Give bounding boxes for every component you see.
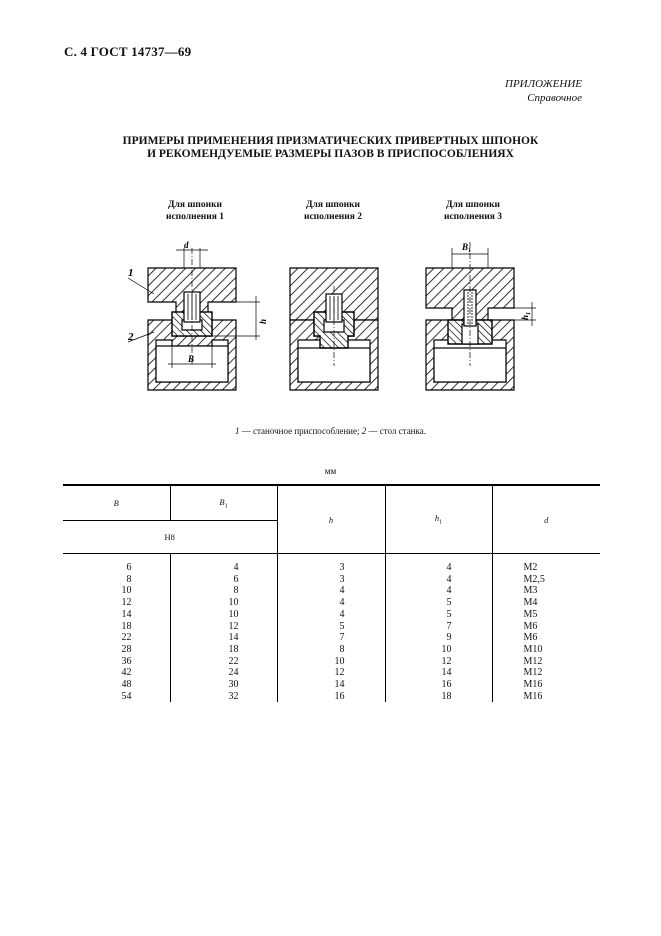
cell-h1: 7 bbox=[446, 620, 452, 632]
cell-B: 6 bbox=[126, 562, 132, 573]
cell-B: 22 bbox=[121, 632, 132, 644]
cell-d: M16 bbox=[523, 690, 543, 702]
figure-caption-3-line1: Для шпонки bbox=[445, 200, 501, 210]
column-B1 bbox=[170, 554, 277, 703]
cell-B1: 6 bbox=[233, 573, 239, 585]
cell-d: M10 bbox=[523, 643, 543, 655]
column-d bbox=[492, 554, 600, 703]
cell-B: 36 bbox=[121, 655, 132, 667]
figure-caption-2-line2: исполнения 2 bbox=[303, 212, 363, 222]
figure-caption-3-line2: исполнения 3 bbox=[443, 212, 503, 222]
cell-B: 48 bbox=[121, 679, 132, 691]
label-2: 2 bbox=[128, 331, 134, 343]
cell-h: 14 bbox=[334, 679, 345, 691]
caption-num-2: 2 bbox=[361, 426, 367, 436]
cell-h: 4 bbox=[339, 597, 345, 609]
cell-h1: 16 bbox=[441, 679, 452, 691]
column-h bbox=[277, 554, 385, 703]
cell-h: 10 bbox=[334, 655, 345, 667]
cell-B1: 4 bbox=[233, 562, 239, 573]
cell-B: 8 bbox=[126, 573, 132, 585]
label-h: h bbox=[258, 318, 268, 324]
cell-h1: 10 bbox=[441, 643, 452, 655]
cell-h1: 5 bbox=[446, 608, 452, 620]
title-line-2: И РЕКОМЕНДУЕМЫЕ РАЗМЕРЫ ПАЗОВ В ПРИСПОСОБЛЕНИЯХ bbox=[147, 148, 514, 160]
dimensions-table bbox=[63, 484, 600, 702]
cell-h: 5 bbox=[339, 620, 345, 632]
drawing-variant-2 bbox=[290, 268, 378, 390]
label-h1: $h_1$ bbox=[520, 311, 532, 320]
figure-caption-2-line1: Для шпонки bbox=[305, 200, 361, 210]
cell-d: M12 bbox=[523, 667, 543, 679]
cell-h: 12 bbox=[334, 667, 345, 679]
figure-caption-1 bbox=[140, 199, 250, 223]
cell-h: 7 bbox=[339, 632, 345, 644]
cell-d: M2 bbox=[523, 562, 538, 573]
cell-h1: 5 bbox=[446, 597, 452, 609]
cell-B1: 22 bbox=[228, 655, 239, 667]
cell-d: M3 bbox=[523, 585, 538, 597]
cell-B: 28 bbox=[121, 643, 132, 655]
cell-B1: 30 bbox=[228, 679, 239, 691]
figure-caption-2 bbox=[278, 199, 388, 223]
cell-h1: 12 bbox=[441, 655, 452, 667]
cell-B1: 10 bbox=[228, 597, 239, 609]
cell-h: 16 bbox=[334, 690, 345, 702]
caption-num-1: 1 bbox=[235, 426, 240, 436]
column-B bbox=[63, 554, 170, 703]
cell-B1: 12 bbox=[228, 620, 239, 632]
cell-d: M12 bbox=[523, 655, 543, 667]
appendix-label bbox=[505, 77, 582, 105]
cell-d: M6 bbox=[523, 620, 538, 632]
cell-h1: 4 bbox=[446, 573, 452, 585]
cell-B: 54 bbox=[121, 690, 132, 702]
cell-h1: 18 bbox=[441, 690, 452, 702]
caption-text-2: — стол станка. bbox=[366, 426, 426, 436]
cell-B1: 8 bbox=[233, 585, 239, 597]
unit-label: мм bbox=[324, 466, 337, 476]
column-h1 bbox=[385, 554, 492, 703]
document-title bbox=[0, 135, 661, 161]
label-B1: $B_1$ bbox=[462, 242, 472, 254]
title-line-1: ПРИМЕРЫ ПРИМЕНЕНИЯ ПРИЗМАТИЧЕСКИХ ПРИВЕРТНЫХ ШПОНОК bbox=[122, 135, 539, 147]
label-d: d bbox=[184, 240, 189, 250]
cell-d: M4 bbox=[523, 597, 538, 609]
header-B1: $B_1$ bbox=[170, 485, 277, 521]
figure-caption bbox=[0, 426, 661, 436]
header-B: B bbox=[63, 485, 170, 521]
cell-B1: 14 bbox=[228, 632, 239, 644]
cell-d: M5 bbox=[523, 608, 538, 620]
cell-B1: 18 bbox=[228, 643, 239, 655]
cell-h: 8 bbox=[339, 643, 345, 655]
key-slot-drawings bbox=[120, 236, 540, 402]
cell-h: 4 bbox=[339, 608, 345, 620]
label-B: B bbox=[188, 354, 195, 364]
label-1: 1 bbox=[128, 267, 134, 279]
figure-caption-1-line1: Для шпонки bbox=[167, 200, 223, 210]
cell-B: 42 bbox=[121, 667, 132, 679]
cell-B: 14 bbox=[121, 608, 132, 620]
page-header: С. 4 ГОСТ 14737—69 bbox=[64, 44, 192, 59]
figure-caption-3 bbox=[418, 199, 528, 223]
cell-B1: 32 bbox=[228, 690, 239, 702]
caption-text-1: — станочное приспособление; bbox=[239, 426, 362, 436]
cell-B: 12 bbox=[121, 597, 132, 609]
cell-h1: 4 bbox=[446, 585, 452, 597]
cell-h1: 14 bbox=[441, 667, 452, 679]
figure-caption-1-line2: исполнения 1 bbox=[165, 212, 225, 222]
cell-h: 4 bbox=[339, 585, 345, 597]
cell-h: 3 bbox=[339, 573, 345, 585]
cell-d: M2,5 bbox=[523, 573, 545, 585]
appendix-title: ПРИЛОЖЕНИЕ bbox=[505, 78, 582, 90]
cell-B: 10 bbox=[121, 585, 132, 597]
appendix-subtitle: Справочное bbox=[527, 92, 582, 104]
header-h: h bbox=[277, 485, 385, 554]
header-h1: $h_1$ bbox=[385, 485, 492, 554]
cell-h1: 9 bbox=[446, 632, 452, 644]
header-d: d bbox=[544, 514, 549, 525]
cell-B1: 24 bbox=[228, 667, 239, 679]
cell-d: M6 bbox=[523, 632, 538, 644]
cell-B: 18 bbox=[121, 620, 132, 632]
drawing-variant-1 bbox=[148, 240, 268, 390]
cell-h1: 4 bbox=[446, 562, 452, 573]
cell-h: 3 bbox=[339, 562, 345, 573]
header-fit-H8: H8 bbox=[63, 521, 277, 554]
cell-B1: 10 bbox=[228, 608, 239, 620]
drawing-variant-3 bbox=[426, 242, 536, 390]
cell-d: M16 bbox=[523, 679, 543, 691]
